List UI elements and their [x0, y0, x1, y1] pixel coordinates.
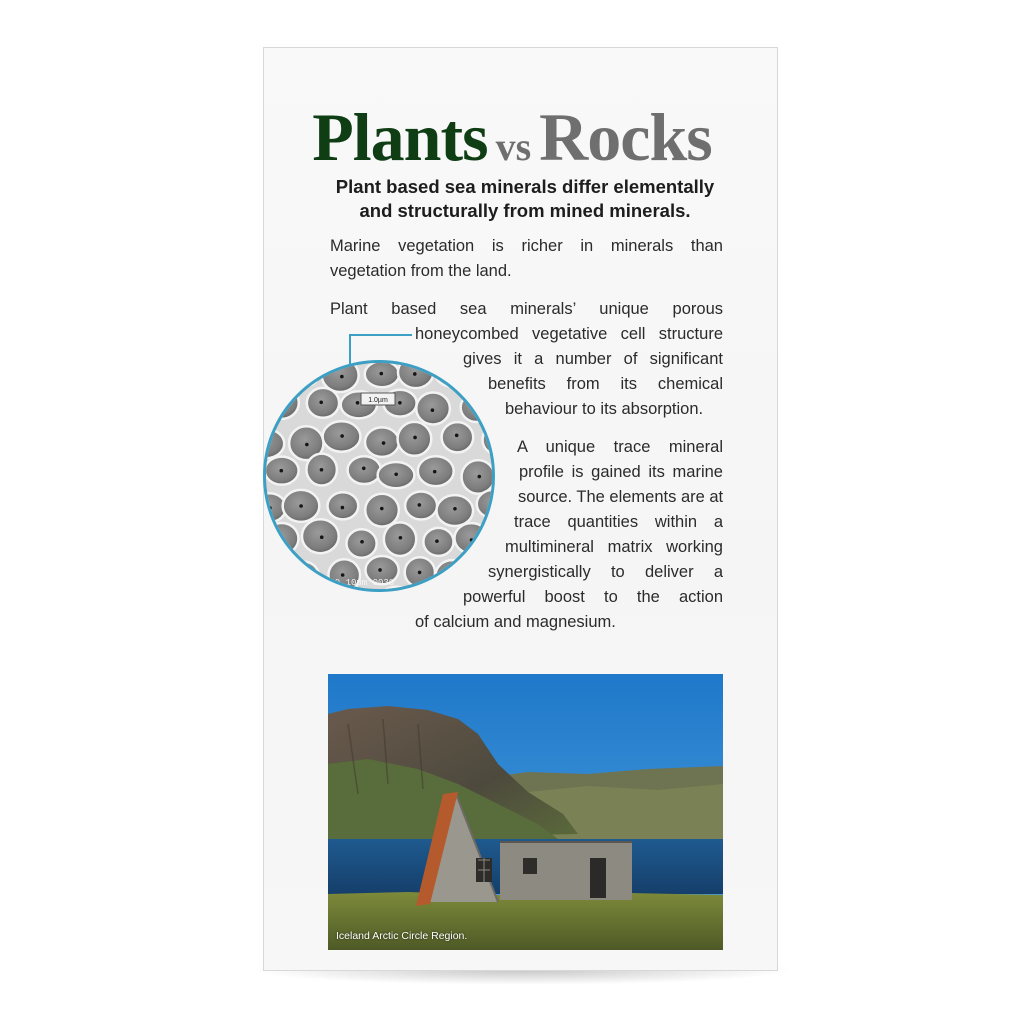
- text-line: Plant based sea minerals’ unique porous: [330, 300, 723, 318]
- text-line: profile is gained its marine: [519, 463, 723, 481]
- text-line: A unique trace mineral: [517, 438, 723, 456]
- text-line: benefits from its chemical: [488, 375, 723, 393]
- cell: [416, 393, 450, 425]
- text-line: powerful boost to the action: [463, 588, 723, 606]
- title-vs: vs: [495, 124, 532, 169]
- cell-pore: [478, 475, 482, 479]
- cell-pore: [360, 540, 364, 544]
- cell-pore: [379, 372, 383, 376]
- micrograph-scale-label: 1.0µm: [368, 397, 388, 404]
- page-title: [0, 98, 1024, 177]
- cell-pore: [341, 573, 345, 577]
- text-line: behaviour to its absorption.: [505, 400, 704, 418]
- micrograph-svg: [266, 363, 495, 592]
- text-line: source. The elements are at: [518, 488, 723, 506]
- callout-line-horizontal: [350, 334, 412, 336]
- cell-pore: [433, 470, 437, 474]
- cell-pore: [435, 539, 439, 543]
- cell-pore: [320, 535, 324, 539]
- cell-pore: [418, 503, 422, 507]
- cell: [348, 456, 381, 484]
- cell-pore: [382, 441, 386, 445]
- cell: [442, 422, 474, 452]
- cell-pore: [282, 538, 286, 542]
- photo-caption: Iceland Arctic Circle Region.: [336, 930, 468, 942]
- text-line: of calcium and magnesium.: [415, 613, 616, 631]
- cell-pore: [305, 443, 309, 447]
- cell: [346, 529, 376, 557]
- cell-pore: [340, 434, 344, 438]
- text-line: multimineral matrix working: [505, 538, 723, 556]
- honeycomb-cell-micrograph-icon: [263, 360, 495, 592]
- landscape-svg: [328, 674, 723, 950]
- text-line: trace quantities within a: [514, 513, 723, 531]
- cell-pore: [279, 469, 283, 473]
- cell-pore: [470, 538, 474, 542]
- cell-pore: [418, 571, 422, 575]
- subtitle-line-2: and structurally from mined minerals.: [359, 200, 691, 221]
- cell-pore: [320, 468, 324, 472]
- title-rocks: Rocks: [539, 99, 712, 175]
- paragraph-marine-vegetation: Marine vegetation is richer in minerals than vegetation from the land.: [330, 237, 723, 280]
- cell-pore: [455, 434, 459, 438]
- cell-pore: [341, 506, 345, 510]
- cell-pore: [399, 536, 403, 540]
- cell-pore: [398, 401, 402, 405]
- cell-pore: [356, 401, 360, 405]
- cell-pore: [299, 504, 303, 508]
- text-line: gives it a number of significant: [463, 350, 723, 368]
- cell-pore: [340, 375, 344, 379]
- cell-pore: [453, 507, 457, 511]
- cell: [307, 388, 339, 418]
- cell-pore: [380, 507, 384, 511]
- cell-pore: [394, 472, 398, 476]
- micrograph-footer: 400 10µm 0030: [324, 578, 395, 588]
- cell-pore: [431, 408, 435, 412]
- cell-pore: [413, 436, 417, 440]
- cell-pore: [413, 372, 417, 376]
- subtitle: [310, 175, 740, 223]
- title-plants: Plants: [312, 99, 488, 175]
- text-line: synergistically to deliver a: [488, 563, 723, 581]
- cell-pore: [362, 466, 366, 470]
- cell: [405, 492, 437, 520]
- subtitle-line-1: Plant based sea minerals differ elementally: [335, 176, 715, 197]
- iceland-house-landscape-icon: [328, 674, 723, 950]
- cell-pore: [319, 400, 323, 404]
- cell-pore: [378, 568, 382, 572]
- text-line: honeycombed vegetative cell structure: [415, 325, 723, 343]
- cell-pore: [268, 506, 272, 510]
